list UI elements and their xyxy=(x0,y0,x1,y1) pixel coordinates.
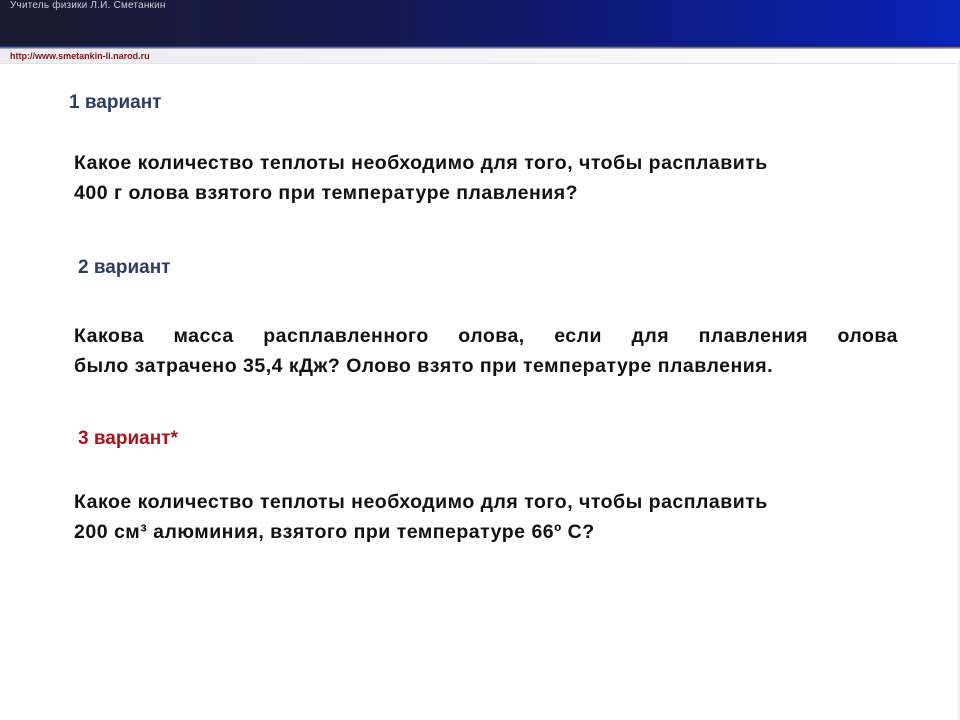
variant-3-question-line-2: 200 см³ алюминия, взятого при температуре 66º С? xyxy=(74,521,595,543)
variant-1-question-line-1: Какое количество теплоты необходимо для того, чтобы расплавить xyxy=(74,152,768,174)
variant-1-title: 1 вариант xyxy=(69,92,162,113)
variant-2-question xyxy=(74,321,898,381)
variant-1-question-line-2: 400 г олова взятого при температуре плавления? xyxy=(74,182,579,204)
variant-3-title: 3 вариант* xyxy=(78,428,178,449)
variant-2-title: 2 вариант xyxy=(78,257,171,278)
variant-3-question xyxy=(74,487,904,547)
url-link[interactable]: http://www.smetankin-li.narod.ru xyxy=(10,51,150,61)
variant-3-question-line-1: Какое количество теплоты необходимо для того, чтобы расплавить xyxy=(74,491,768,513)
variant-2-question-line-1: Какова масса расплавленного олова, если для плавления олова xyxy=(74,325,898,347)
slide-edge-shadow xyxy=(956,60,960,720)
variant-2-question-line-2: было затрачено 35,4 кДж? Олово взято при температуре плавления. xyxy=(74,355,774,377)
variant-1-question xyxy=(74,148,904,208)
header-author: Учитель физики Л.И. Сметанкин xyxy=(10,0,166,11)
